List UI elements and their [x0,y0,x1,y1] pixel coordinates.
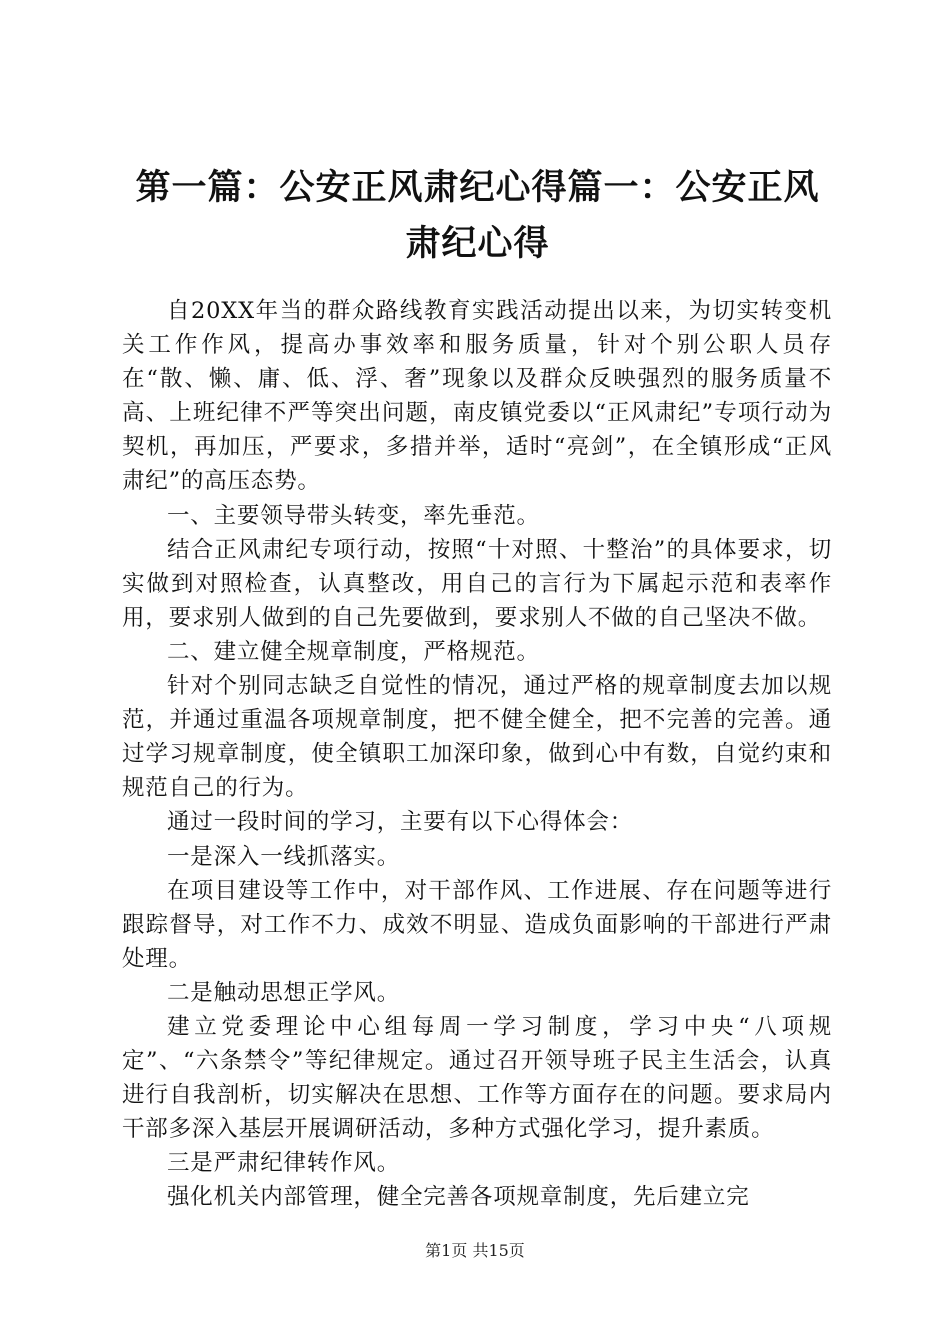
page-footer [0,1240,950,1262]
section-heading: 一、主要领导带头转变，率先垂范。 [167,502,540,529]
document-title: 第一篇：公安正风肃纪心得篇一：公安正风肃纪心得 [135,167,820,264]
paragraph: 在项目建设等工作中，对干部作风、工作进展、存在问题等进行跟踪督导，对工作不力、成效不明显、造成负面影响的干部进行严肃处理。 [122,877,832,972]
paragraph: 强化机关内部管理，健全完善各项规章制度，先后建立完 [167,1184,750,1211]
section-heading: 三是严肃纪律转作风。 [167,1150,401,1177]
section-heading: 一是深入一线抓落实。 [167,843,401,870]
paragraph: 通过一段时间的学习，主要有以下心得体会： [167,809,634,836]
paragraph: 结合正风肃纪专项行动，按照“十对照、十整治”的具体要求，切实做到对照检查，认真整改，用自己的言行为下属起示范和表率作用，要求别人做到的自己先要做到，要求别人不做的自己坚决不做。 [122,536,832,631]
section-heading: 二是触动思想正学风。 [167,979,401,1006]
paragraph: 自20XX年当的群众路线教育实践活动提出以来，为切实转变机关工作作风，提高办事效率和服务质量，针对个别公职人员存在“散、懒、庸、低、浮、奢”现象以及群众反映强烈的服务质量不高、上班纪律不严等突出问题，南皮镇党委以“正风肃纪”专项行动为契机，再加压，严要求，多措并举，适时“亮剑”，在全镇形成“正风肃纪”的高压态势。 [122,298,832,495]
section-heading: 二、建立健全规章制度，严格规范。 [167,638,540,665]
paragraph: 建立党委理论中心组每周一学习制度，学习中央“八项规定”、“六条禁令”等纪律规定。通过召开领导班子民主生活会，认真进行自我剖析，切实解决在思想、工作等方面存在的问题。要求局内干部多深入基层开展调研活动，多种方式强化学习，提升素质。 [122,1013,832,1143]
document-body [122,294,832,1215]
page-number: 第1页 共15页 [425,1241,525,1260]
paragraph: 针对个别同志缺乏自觉性的情况，通过严格的规章制度去加以规范，并通过重温各项规章制度，把不健全健全，把不完善的完善。通过学习规章制度，使全镇职工加深印象，做到心中有数，自觉约束和规范自己的行为。 [122,673,832,802]
